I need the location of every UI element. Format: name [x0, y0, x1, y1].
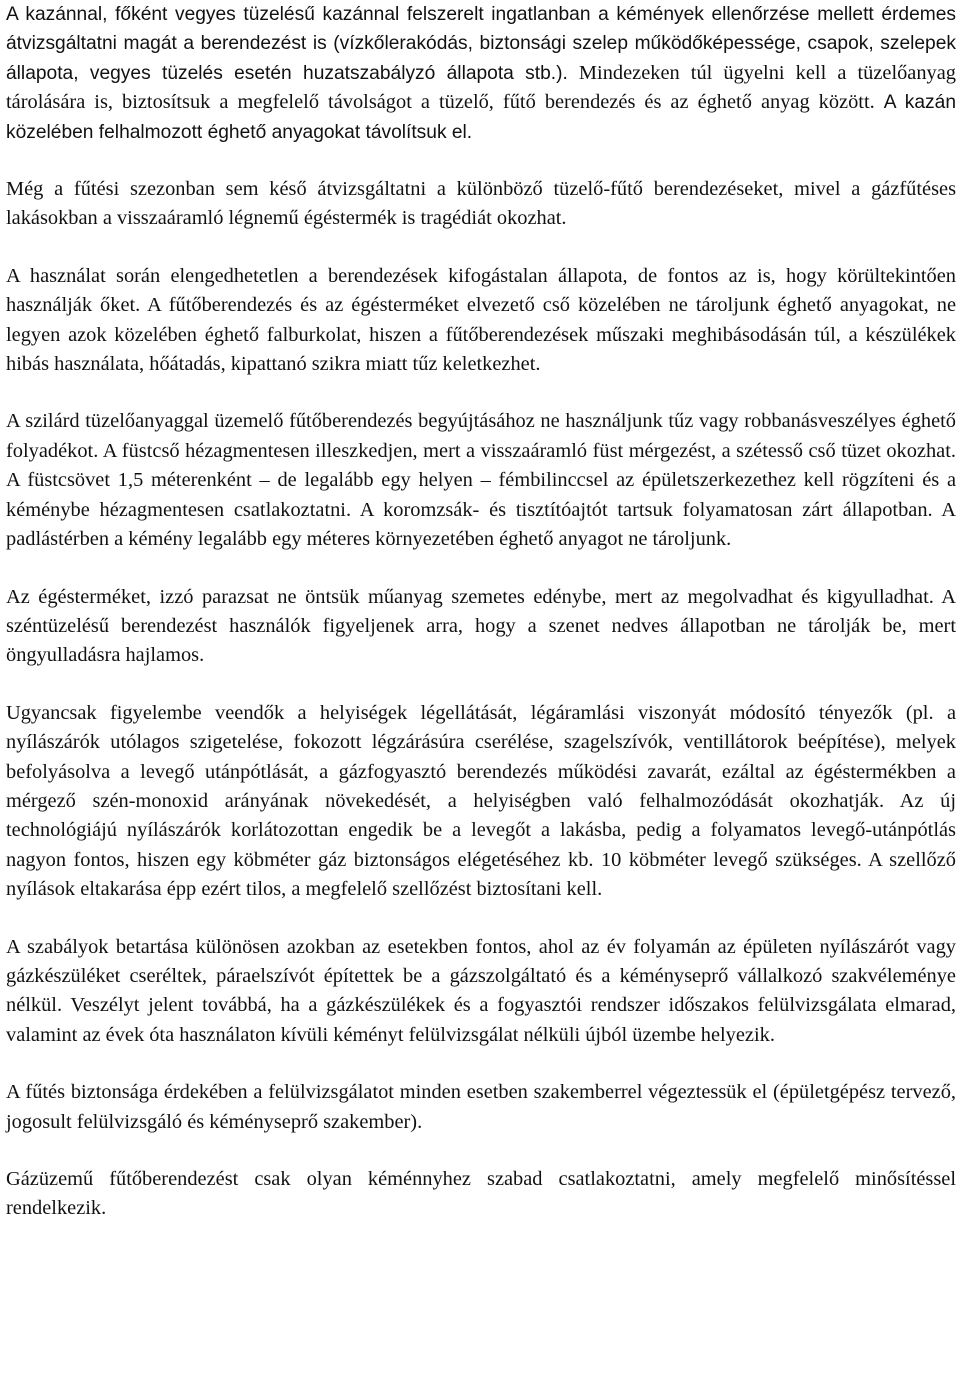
- paragraph-text: Az égésterméket, izzó parazsat ne öntsük műanyag szemetes edénybe, mert az megolvadhat és kigyulladhat. A széntüzelésű berendezést használók figyeljenek arra, hogy a szenet nedves állapotban ne tárolják be, mert öngyulladásra hajlamos.: [6, 585, 956, 667]
- paragraph-text: A szabályok betartása különösen azokban az esetekben fontos, ahol az év folyamán az épületen nyílászárót vagy gázkészüléket cseréltek, páraelszívót építettek be a gázszolgáltató és a kéményseprő vállalkozó szakvéleménye nélkül. Veszélyt jelent továbbá, ha a gázkészülékek és a fogyasztói rendszer időszakos felülvizsgálata elmarad, valamint az évek óta használaton kívüli kéményt felülvizsgálat nélküli újból üzembe helyezik.: [6, 935, 956, 1046]
- paragraph-careful-use: [6, 262, 956, 380]
- paragraph-specialist: [6, 1078, 956, 1137]
- paragraph-rules: [6, 933, 956, 1051]
- paragraph-text: A használat során elengedhetetlen a berendezések kifogástalan állapota, de fontos az is, hogy körültekintően használják őket. A fűtőberendezés és az égésterméket elvezető cső közelében ne tároljunk éghető anyagokat, ne legyen azok közelében éghető falburkolat, hiszen a fűtőberendezések műszaki meghibásodásán túl, a készülékek hibás használata, hőátadás, kipattanó szikra miatt tűz keletkezhet.: [6, 264, 956, 376]
- paragraph-text: A kazánnal, főként vegyes tüzelésű kazánnal felszerelt ingatlanban a kémények ellenőrzése mellett érdemes átvizsgáltatni magát a berendezést is (vízkőlerakódás, biztonsági szelep működőképessége, csapok, szelepek állapota, vegyes tüzelés esetén huzatszabályzó állapota stb.).: [6, 4, 956, 84]
- paragraph-text: Mindezeken túl ügyelni kell a tüzelőanyag tárolására is, biztosítsuk a megfelelő távolságot a tüzelő, fűtő berendezés és az éghető anyag között.: [6, 61, 956, 114]
- paragraph-gas-chimney: [6, 1165, 956, 1224]
- paragraph-text: A kazán közelében felhalmozott éghető anyagokat távolítsuk el.: [6, 92, 956, 143]
- paragraph-text: A fűtés biztonsága érdekében a felülvizsgálatot minden esetben szakemberrel végeztessük el (épületgépész tervező, jogosult felülvizsgáló és kéményseprő szakember).: [6, 1081, 956, 1133]
- paragraph-ventilation: [6, 699, 956, 905]
- paragraph-embers: [6, 583, 956, 671]
- paragraph-boiler-inspection: [6, 0, 956, 147]
- paragraph-text: Gázüzemű fűtőberendezést csak olyan kéménnyhez szabad csatlakoztatni, amely megfelelő minősítéssel rendelkezik.: [6, 1168, 956, 1220]
- paragraph-heating-season: [6, 175, 956, 234]
- document-page: [6, 0, 956, 1224]
- paragraph-solid-fuel: [6, 407, 956, 554]
- paragraph-text: A szilárd tüzelőanyaggal üzemelő fűtőberendezés begyújtásához ne használjunk tűz vagy robbanásveszélyes éghető folyadékot. A füstcső hézagmentesen illeszkedjen, mert a visszaáramló füst mérgezést, a szétesső cső tüzet okozhat. A füstcsövet 1,5 méterenként – de legalább egy helyen – fémbilinccsel az épületszerkezethez kell rögzíteni és a kéménybe hézagmentesen csatlakoztatni. A koromzsák- és tisztítóajtót tartsuk folyamatosan zárt állapotban. A padlástérben a kémény legalább egy méteres környezetében éghető anyagot ne tároljunk.: [6, 410, 956, 551]
- paragraph-text: Ugyancsak figyelembe veendők a helyiségek légellátását, légáramlási viszonyát módosító tényezők (pl. a nyílászárók utólagos szigetelése, fokozott légzárásúra cserélése, szagelszívók, ventillátorok beépítése), melyek befolyásolva a levegő utánpótlását, a gázfogyasztó berendezés működési zavarát, ezáltal az égéstermékben a mérgező szén-monoxid arányának növekedését, a helyiségben való felhalmozódását okozhatják. Az új technológiájú nyílászárók korlátozottan engedik be a levegőt a lakásba, pedig a folyamatos levegő-utánpótlás nagyon fontos, hiszen egy köbméter gáz biztonságos elégetéséhez kb. 10 köbméter levegő szükséges. A szellőző nyílások eltakarása épp ezért tilos, a megfelelő szellőzést biztosítani kell.: [6, 701, 956, 901]
- paragraph-text: Még a fűtési szezonban sem késő átvizsgáltatni a különböző tüzelő-fűtő berendezéseket, mivel a gázfűtéses lakásokban a visszaáramló légnemű égéstermék is tragédiát okozhat.: [6, 178, 956, 230]
